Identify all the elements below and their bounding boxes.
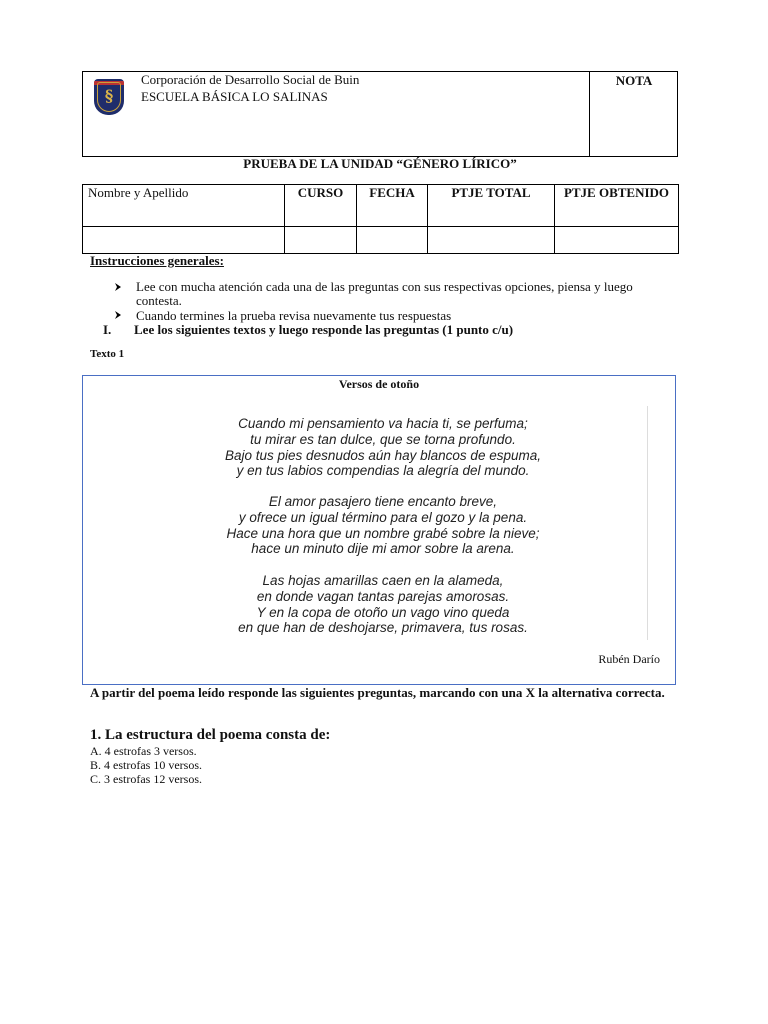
poem-verse: Cuando mi pensamiento va hacia ti, se perfuma; (238, 416, 528, 431)
arrow-bullet-icon (113, 281, 123, 296)
section-number: I. (103, 322, 112, 337)
question-1-option-a[interactable]: A. 4 estrofas 3 versos. (90, 744, 197, 758)
fecha-field[interactable] (357, 227, 428, 254)
poem-verse: en donde vagan tantas parejas amorosas. (256, 588, 510, 604)
poem-verse: Bajo tus pies desnudos aún hay blancos de espuma, (225, 447, 541, 463)
page-title: PRUEBA DE LA UNIDAD “GÉNERO LÍRICO” (243, 156, 517, 171)
nota-label: NOTA (615, 73, 653, 88)
poem-verse: tu mirar es tan dulce, que se torna profundo. (250, 431, 516, 447)
poem-verse: Y en la copa de otoño un vago vino queda (256, 604, 510, 620)
curso-field[interactable] (285, 227, 357, 254)
fecha-header: FECHA (357, 185, 428, 227)
instruction-item: Cuando termines la prueba revisa nuevamente tus respuestas (136, 308, 452, 323)
ptje-obtenido-field[interactable] (555, 227, 679, 254)
ptje-total-header: PTJE TOTAL (428, 185, 555, 227)
poem-verse: y en tus labios compendias la alegría del mundo. (236, 463, 530, 479)
curso-header: CURSO (285, 185, 357, 227)
instructions-heading: Instrucciones generales: (90, 253, 224, 268)
school-name: ESCUELA BÁSICA LO SALINAS (141, 89, 328, 104)
ptje-obtenido-header: PTJE OBTENIDO (555, 185, 679, 227)
poem-verse: Hace una hora que un nombre grabé sobre la nieve; (226, 525, 540, 541)
poem-title: Versos de otoño (338, 377, 420, 391)
poem-verse: hace un minuto dije mi amor sobre la arena. (251, 541, 515, 557)
instruction-item: Lee con mucha atención cada una de las preguntas con sus respectivas opciones, piensa y luego contesta. (136, 279, 633, 308)
question-1: 1. La estructura del poema consta de: (90, 727, 331, 743)
ptje-total-field[interactable] (428, 227, 555, 254)
poem-box (82, 375, 676, 685)
poem-author: Rubén Darío (598, 652, 660, 666)
section-instruction: Lee los siguientes textos y luego responde las preguntas (1 punto c/u) (134, 322, 514, 337)
school-header (82, 71, 678, 157)
poem-verse: en que han de deshojarse, primavera, tus rosas. (238, 620, 528, 636)
poem-stanza-3 (223, 573, 543, 636)
poem-stanza-2 (223, 494, 543, 557)
poem-image (223, 406, 648, 640)
text-label: Texto 1 (90, 348, 125, 360)
student-info-table (82, 184, 679, 254)
poem-stanza-1 (223, 416, 543, 479)
question-1-option-c[interactable]: C. 3 estrofas 12 versos. (90, 772, 202, 786)
poem-verse: Las hojas amarillas caen en la alameda, (262, 573, 504, 588)
poem-verse: El amor pasajero tiene encanto breve, (268, 494, 498, 509)
question-intro: A partir del poema leído responde las siguientes preguntas, marcando con una X la alternativa correcta. (90, 685, 665, 700)
arrow-bullet-icon (113, 309, 123, 324)
poem-verse: y ofrece un igual término para el gozo y la pena. (238, 509, 528, 525)
corporation-name: Corporación de Desarrollo Social de Buin (141, 72, 360, 87)
school-logo: § (94, 79, 124, 115)
question-1-option-b[interactable]: B. 4 estrofas 10 versos. (90, 758, 202, 772)
name-field[interactable] (83, 227, 285, 254)
name-header: Nombre y Apellido (83, 185, 285, 227)
